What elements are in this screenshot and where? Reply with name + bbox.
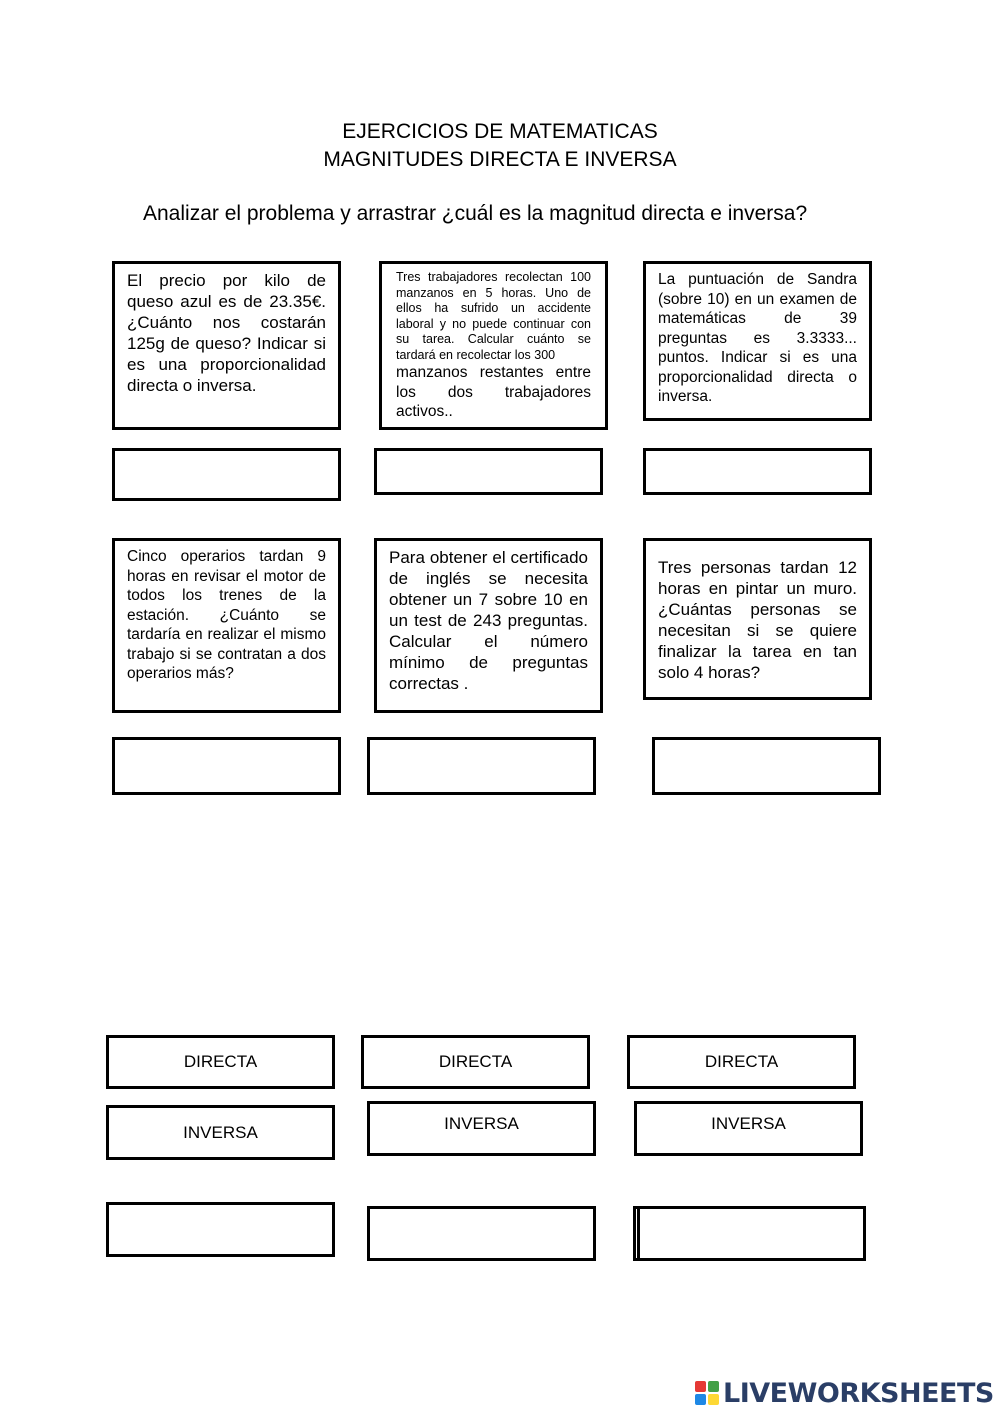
problem-text: La puntuación de Sandra (sobre 10) en un examen de matemáticas de 39 preguntas es 3.3333... puntos. Indicar si es una proporcionalidad directa o inversa. xyxy=(658,271,857,405)
option-directa-3[interactable]: DIRECTA xyxy=(627,1035,856,1089)
liveworksheets-logo-icon xyxy=(695,1381,719,1405)
problem-text: Tres personas tardan 12 horas en pintar un muro. ¿Cuántas personas se necesitan si se quiere finalizar la tarea en tan solo 4 horas? xyxy=(658,558,857,682)
option-directa-1[interactable]: DIRECTA xyxy=(106,1035,335,1089)
option-inversa-2[interactable]: INVERSA xyxy=(367,1101,596,1156)
problem-card-4 xyxy=(112,538,341,713)
liveworksheets-logo xyxy=(695,1378,994,1408)
problem-card-6 xyxy=(643,538,872,700)
answer-drop-box-2[interactable] xyxy=(374,448,603,495)
answer-drop-box-5[interactable] xyxy=(367,737,596,795)
problem-text: El precio por kilo de queso azul es de 23.35€. ¿Cuánto nos costarán 125g de queso? Indicar si es una proporcionalidad directa o inversa. xyxy=(127,271,326,395)
empty-box-1[interactable] xyxy=(106,1202,335,1257)
worksheet-title: EJERCICIOS DE MATEMATICAS xyxy=(342,120,658,143)
answer-drop-box-6[interactable] xyxy=(652,737,881,795)
empty-box-2[interactable] xyxy=(367,1206,596,1261)
answer-drop-box-1[interactable] xyxy=(112,448,341,501)
answer-drop-box-4[interactable] xyxy=(112,737,341,795)
problem-card-3 xyxy=(643,261,872,421)
option-inversa-1[interactable]: INVERSA xyxy=(106,1105,335,1160)
worksheet-subtitle: MAGNITUDES DIRECTA E INVERSA xyxy=(323,148,677,171)
problem-text-small: Tres trabajadores recolectan 100 manzanos en 5 horas. Uno de ellos ha sufrido un accidente laboral y no puede continuar con su tarea. Calcular cuánto se tardará en recolectar los 300 xyxy=(396,270,591,362)
option-directa-2[interactable]: DIRECTA xyxy=(361,1035,590,1089)
problem-card-1 xyxy=(112,261,341,430)
logo-text: LIVEWORKSHEETS xyxy=(723,1377,994,1409)
empty-box-3[interactable] xyxy=(637,1206,866,1261)
problem-card-5 xyxy=(374,538,603,713)
option-inversa-3[interactable]: INVERSA xyxy=(634,1101,863,1156)
problem-text: Cinco operarios tardan 9 horas en revisar el motor de todos los trenes de la estación. ¿Cuánto se tardaría en realizar el mismo trabajo si se contratan a dos operarios más? xyxy=(127,548,326,682)
answer-drop-box-3[interactable] xyxy=(643,448,872,495)
problem-text: Para obtener el certificado de inglés se necesita obtener un 7 sobre 10 en un test de 243 preguntas. Calcular el número mínimo de preguntas correctas . xyxy=(389,548,588,693)
instruction-text: Analizar el problema y arrastrar ¿cuál es la magnitud directa e inversa? xyxy=(143,202,808,225)
problem-text-large: manzanos restantes entre los dos trabajadores activos.. xyxy=(396,364,591,420)
problem-card-2 xyxy=(379,261,608,430)
